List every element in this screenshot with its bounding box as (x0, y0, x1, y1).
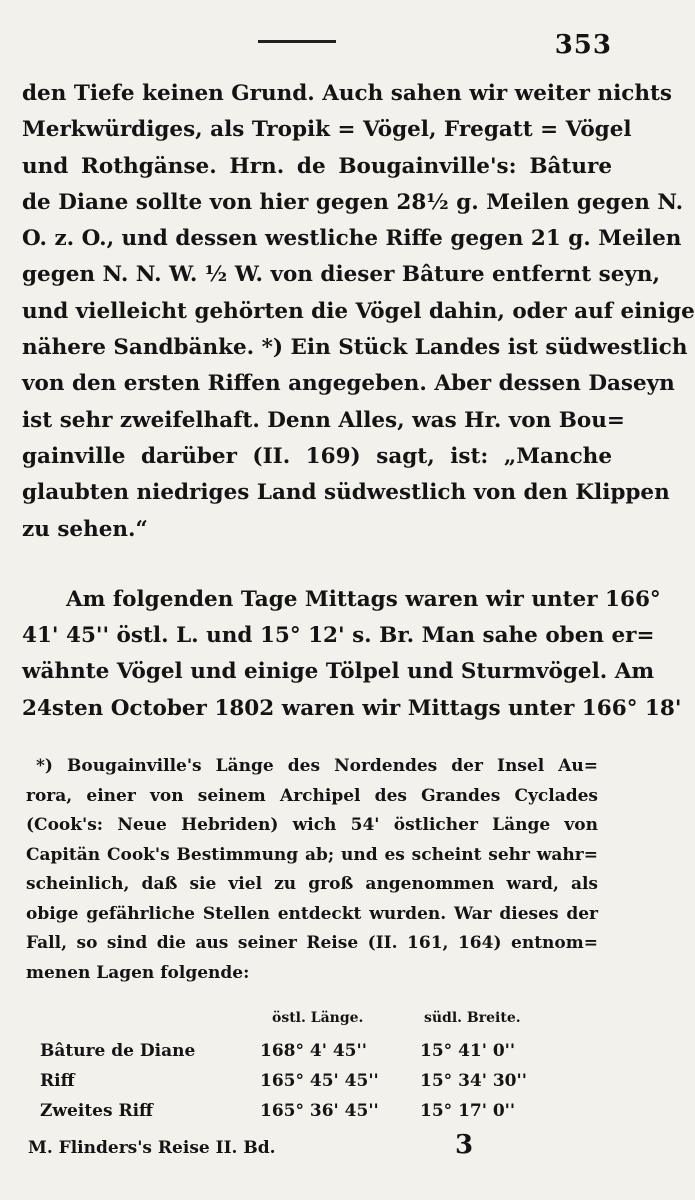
latitude-value: 15° 34' 30'' (420, 1071, 527, 1091)
text-line: zu sehen.“ (22, 516, 148, 542)
table-row (40, 1066, 600, 1096)
footnote-line: Fall, so sind die aus seiner Reise (II. 161, 164) entnom= (26, 933, 598, 953)
footnote-line: scheinlich, daß sie viel zu groß angenommen ward, als (26, 874, 598, 894)
place-name: Zweites Riff (40, 1101, 154, 1121)
paragraph-1 (22, 76, 695, 548)
text-line: nähere Sandbänke. *) Ein Stück Landes ist südwestlich (22, 335, 688, 361)
footnote-line: menen Lagen folgende: (26, 962, 250, 983)
footnote (26, 752, 598, 988)
text-line: 41' 45'' östl. L. und 15° 12' s. Br. Man sahe oben er= (22, 623, 655, 649)
text-line: Am folgenden Tage Mittags waren wir unter 166° (66, 586, 661, 612)
footnote-line: *) Bougainville's Länge des Nordendes der Insel Au= (36, 756, 598, 776)
text-line: de Diane sollte von hier gegen 28½ g. Meilen gegen N. (22, 189, 684, 215)
footnote-line: (Cook's: Neue Hebriden) wich 54' östlicher Länge von (26, 815, 598, 835)
text-line: O. z. O., und dessen westliche Riffe gegen 21 g. Meilen (22, 226, 682, 252)
latitude-value: 15° 41' 0'' (420, 1041, 516, 1061)
text-line: glaubten niedriges Land südwestlich von den Klippen (22, 480, 670, 506)
longitude-value: 165° 36' 45'' (260, 1101, 379, 1121)
header-place (40, 1010, 260, 1036)
place-name: Riff (40, 1071, 75, 1091)
place-name: Bâture de Diane (40, 1041, 196, 1061)
text-line: und Rothgänse. Hrn. de Bougainville's: Bâture (22, 153, 612, 179)
signature-line: M. Flinders's Reise II. Bd. (28, 1138, 276, 1158)
text-line: 24sten October 1802 waren wir Mittags unter 166° 18' (22, 695, 682, 721)
text-line: und vielleicht gehörten die Vögel dahin, oder auf einige (22, 298, 695, 324)
text-line: Merkwürdiges, als Tropik = Vögel, Fregatt = Vögel (22, 117, 632, 143)
coordinates-table (40, 1010, 600, 1126)
text-line: ist sehr zweifelhaft. Denn Alles, was Hr. von Bou= (22, 407, 625, 433)
longitude-value: 168° 4' 45'' (260, 1041, 367, 1061)
latitude-value: 15° 17' 0'' (420, 1101, 516, 1121)
text-line: wähnte Vögel und einige Tölpel und Sturmvögel. Am (22, 659, 655, 685)
footnote-line: obige gefährliche Stellen entdeckt wurden. War dieses der (26, 903, 598, 924)
text-line: gainville darüber (II. 169) sagt, ist: „Manche (22, 443, 612, 469)
main-text (22, 76, 695, 727)
footnote-line: Capitän Cook's Bestimmung ab; und es scheint sehr wahr= (26, 844, 598, 865)
paragraph-2 (22, 582, 682, 727)
text-line: gegen N. N. W. ½ W. von dieser Bâture entfernt seyn, (22, 262, 660, 288)
header-latitude: südl. Breite. (424, 1010, 521, 1026)
table-row (40, 1096, 600, 1126)
page-number: 353 (554, 30, 612, 60)
text-line: den Tiefe keinen Grund. Auch sahen wir weiter nichts (22, 81, 673, 106)
sheet-mark: 3 (455, 1130, 474, 1160)
header-longitude: östl. Länge. (272, 1010, 364, 1026)
table-row (40, 1036, 600, 1066)
text-line: von den ersten Riffen angegeben. Aber dessen Daseyn (22, 371, 675, 397)
table-header (40, 1010, 600, 1036)
longitude-value: 165° 45' 45'' (260, 1071, 379, 1091)
header-rule (258, 40, 336, 43)
footnote-line: rora, einer von seinem Archipel des Grandes Cyclades (26, 785, 598, 806)
